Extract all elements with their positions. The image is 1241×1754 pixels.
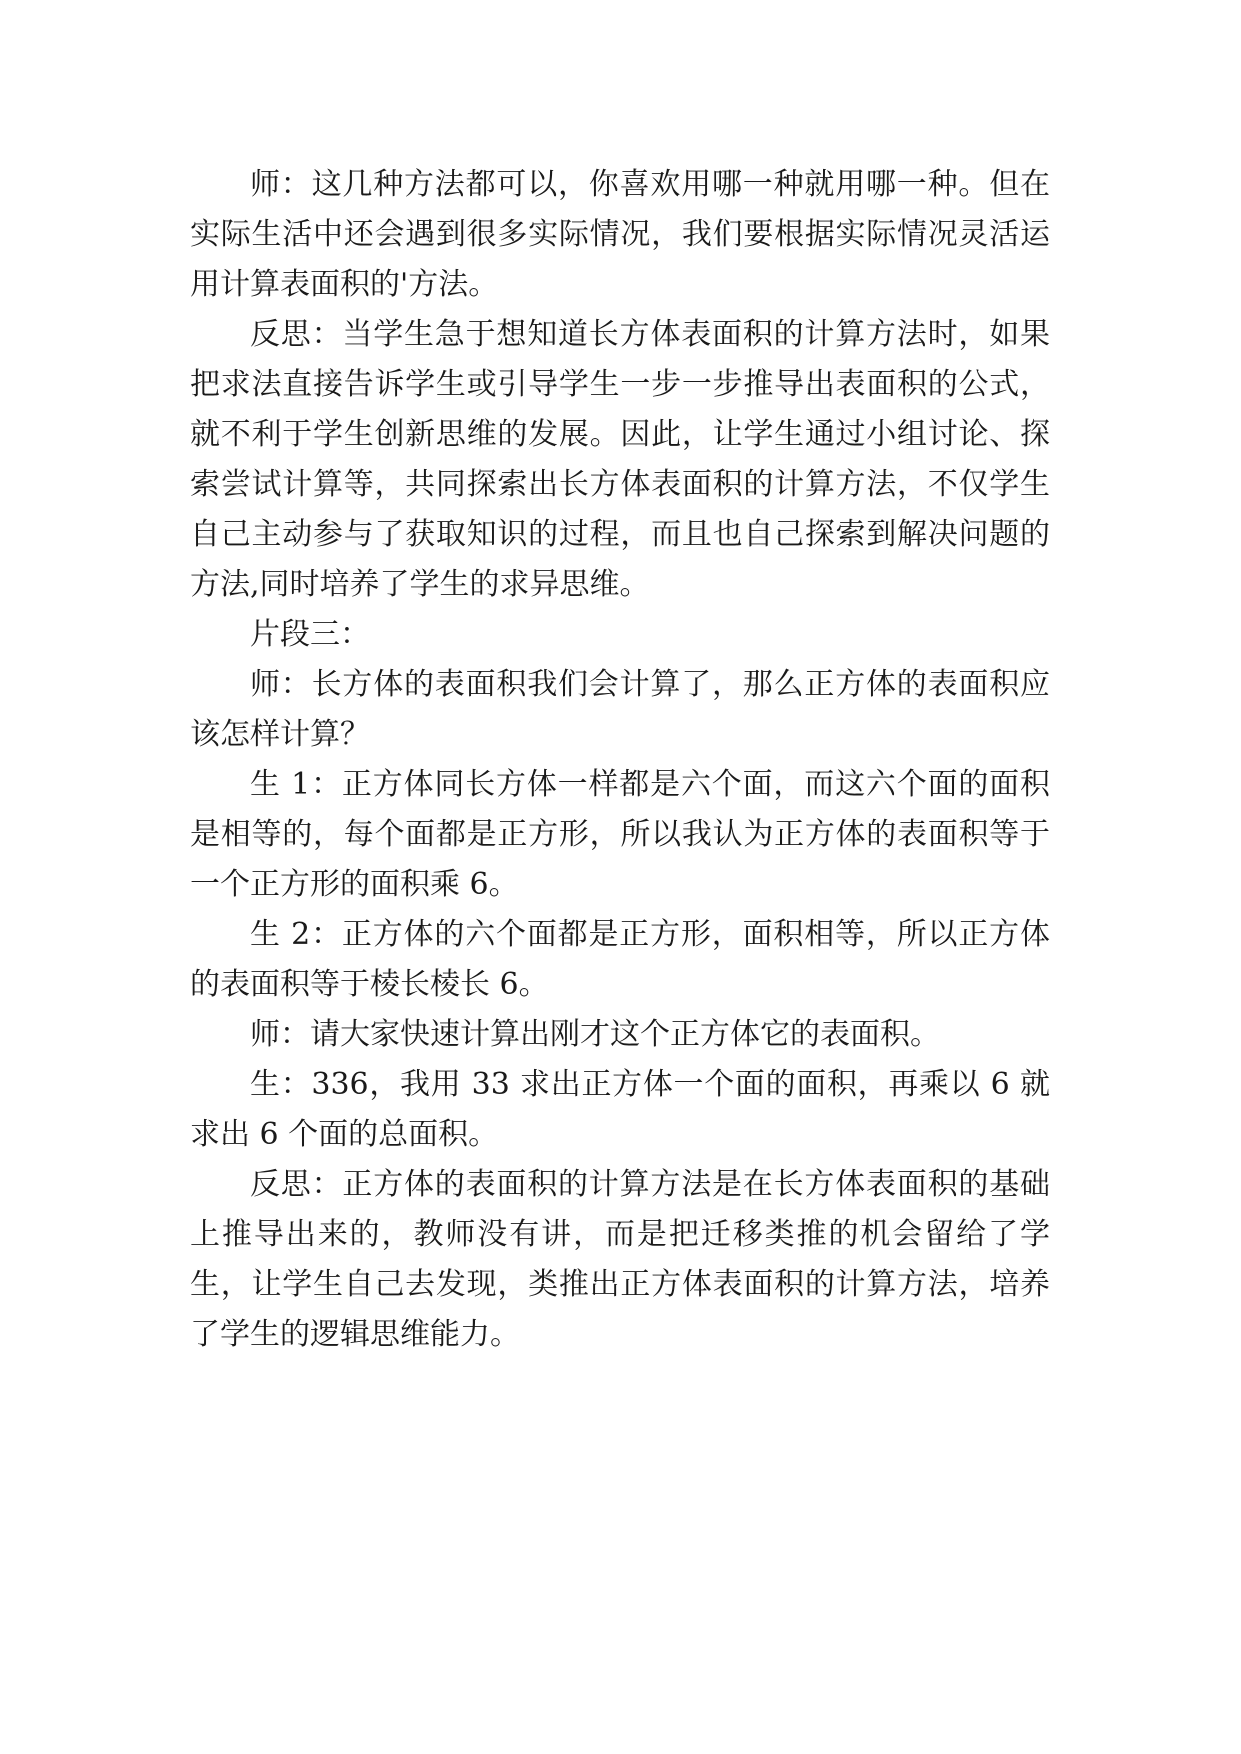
- paragraph-student-1: 生 1：正方体同长方体一样都是六个面，而这六个面的面积是相等的，每个面都是正方形，所以我认为正方体的表面积等于一个正方形的面积乘 6。: [190, 767, 1050, 902]
- paragraph-teacher-request: 师：请大家快速计算出刚才这个正方体它的表面积。: [250, 1017, 940, 1052]
- paragraph-teacher-methods: 师：这几种方法都可以，你喜欢用哪一种就用哪一种。但在实际生活中还会遇到很多实际情况，我们要根据实际情况灵活运用计算表面积的'方法。: [190, 167, 1050, 302]
- paragraph-reflection-2: 反思：正方体的表面积的计算方法是在长方体表面积的基础上推导出来的，教师没有讲，而是把迁移类推的机会留给了学生，让学生自己去发现，类推出正方体表面积的计算方法，培养了学生的逻辑思维能力。: [190, 1167, 1050, 1352]
- paragraph-student-answer: 生：336，我用 33 求出正方体一个面的面积，再乘以 6 就求出 6 个面的总面积。: [190, 1067, 1050, 1152]
- paragraph-reflection-1: 反思：当学生急于想知道长方体表面积的计算方法时，如果把求法直接告诉学生或引导学生一步一步推导出表面积的公式，就不利于学生创新思维的发展。因此，让学生通过小组讨论、探索尝试计算等，共同探索出长方体表面积的计算方法，不仅学生自己主动参与了获取知识的过程，而且也自己探索到解决问题的方法,同时培养了学生的求异思维。: [190, 317, 1050, 602]
- paragraph-segment-three: 片段三：: [250, 617, 370, 652]
- paragraph-student-2: 生 2：正方体的六个面都是正方形，面积相等，所以正方体的表面积等于棱长棱长 6。: [190, 917, 1050, 1002]
- paragraph-teacher-question: 师：长方体的表面积我们会计算了，那么正方体的表面积应该怎样计算？: [190, 667, 1050, 752]
- document-body: [190, 160, 1050, 1360]
